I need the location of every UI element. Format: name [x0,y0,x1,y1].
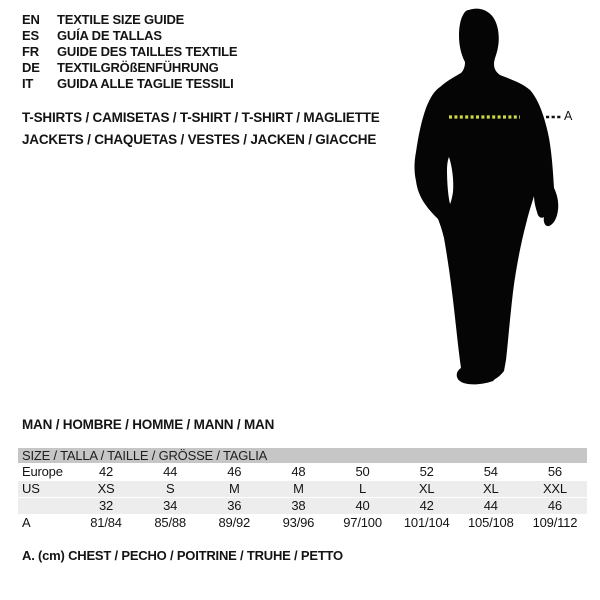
size-cell: 97/100 [343,515,382,530]
size-cell: S [165,481,175,496]
size-cell: XL [418,481,435,496]
size-cell: XL [483,481,499,496]
size-cell: 42 [99,464,114,479]
language-code: FR [22,44,39,59]
size-cell: 54 [483,464,498,479]
size-cell: 89/92 [218,515,251,530]
table-row-a [18,514,587,531]
size-cell: 109/112 [532,515,578,530]
size-cell: M [228,481,240,496]
row-label: A [22,515,31,530]
language-label: GUIDE DES TAILLES TEXTILE [57,44,238,59]
size-cell: 36 [227,498,242,513]
size-cell: 85/88 [154,515,186,530]
measurement-label-a: A [564,109,573,123]
size-cell: 101/104 [403,515,450,530]
size-cell: 46 [547,498,562,513]
section-title-man: MAN / HOMBRE / HOMME / MANN / MAN [22,417,275,432]
language-label: GUÍA DE TALLAS [57,28,162,43]
size-cell: 44 [483,498,498,513]
size-cell: 46 [227,464,242,479]
size-cell: L [359,481,367,496]
size-cell: 40 [355,498,370,513]
table-row [18,497,587,514]
table-row-us [18,480,587,497]
language-code: EN [22,12,40,27]
language-code: DE [22,60,40,75]
category-line-jackets: JACKETS / CHAQUETAS / VESTES / JACKEN / GIACCHE [22,132,377,147]
size-cell: 48 [291,464,306,479]
language-label: GUIDA ALLE TAGLIE TESSILI [57,76,234,91]
size-table [18,448,587,531]
size-cell: 52 [419,464,434,479]
table-row-europe [18,463,587,480]
size-cell: XS [97,481,115,496]
size-cell: 34 [163,498,178,513]
size-cell: 32 [99,498,114,513]
size-table-body [18,463,587,531]
size-cell: M [293,481,304,496]
language-code: IT [22,76,34,91]
category-line-tshirts: T-SHIRTS / CAMISETAS / T-SHIRT / T-SHIRT / MAGLIETTE [22,110,380,125]
size-cell: 93/96 [282,515,315,530]
size-cell: 50 [355,464,370,479]
row-label: US [22,481,40,496]
size-cell: 81/84 [90,515,122,530]
size-cell: 44 [163,464,178,479]
size-cell: 105/108 [468,515,514,530]
row-label: Europe [22,464,63,479]
measurement-footnote: A. (cm) CHEST / PECHO / POITRINE / TRUHE / PETTO [22,548,343,563]
size-cell: 38 [291,498,306,513]
language-code: ES [22,28,39,43]
man-silhouette-body [415,9,559,385]
size-cell: XXL [542,481,567,496]
size-cell: 42 [419,498,434,513]
size-cell: 56 [547,464,562,479]
size-table-header: SIZE / TALLA / TAILLE / GRÖSSE / TAGLIA [18,448,587,463]
language-label: TEXTILGRÖßENFÜHRUNG [57,60,219,75]
language-label: TEXTILE SIZE GUIDE [57,12,185,27]
row-label [18,497,74,514]
